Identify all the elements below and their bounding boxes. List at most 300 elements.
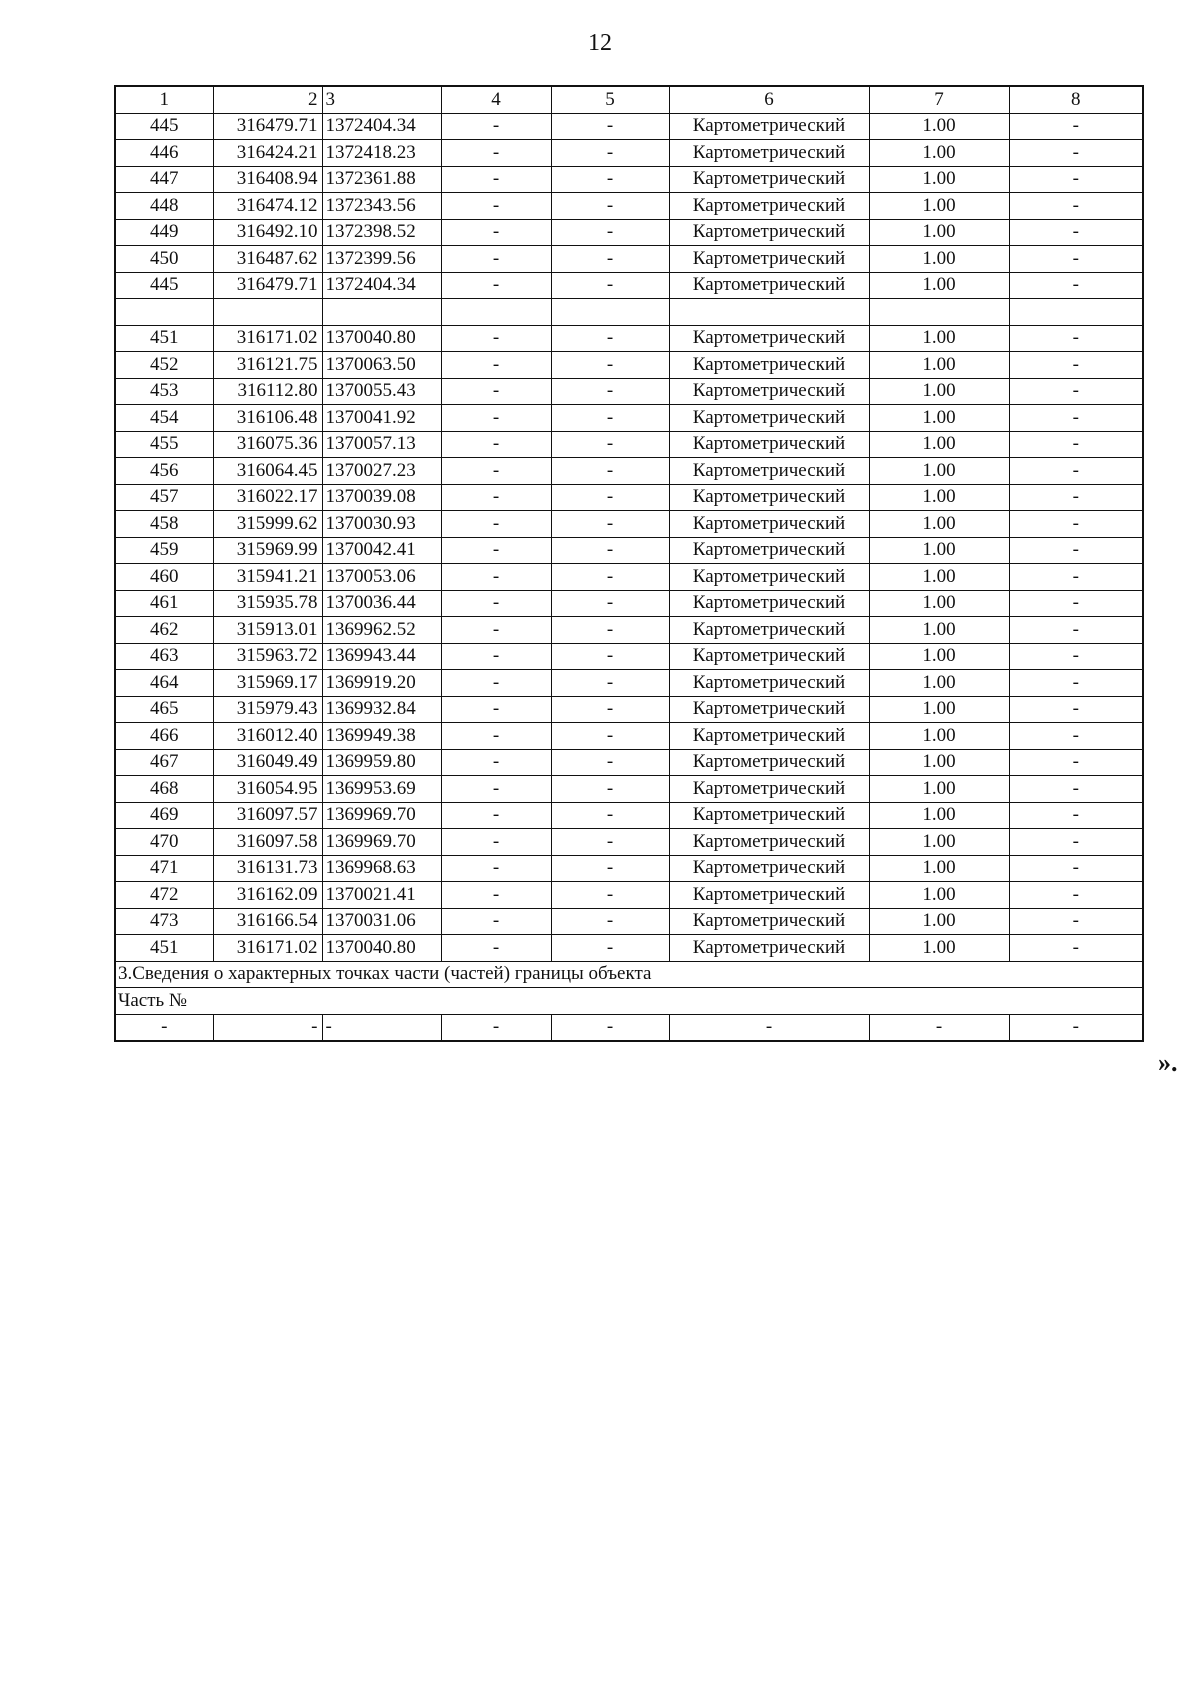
table-row bbox=[115, 484, 1143, 511]
table-cell-col-5: - bbox=[551, 882, 669, 909]
table-cell-col-1: 451 bbox=[115, 935, 213, 962]
table-cell-col-8: - bbox=[1009, 458, 1143, 485]
table-cell-col-6: Картометрический bbox=[669, 458, 869, 485]
table-cell-col-4: - bbox=[441, 431, 551, 458]
table-cell-col-3: 1372343.56 bbox=[322, 193, 441, 220]
table-cell-col-4: - bbox=[441, 246, 551, 273]
table-cell-col-7: 1.00 bbox=[869, 908, 1009, 935]
table-cell-col-4: - bbox=[441, 776, 551, 803]
table-cell-col-6: Картометрический bbox=[669, 140, 869, 167]
table-cell-col-8: - bbox=[1009, 829, 1143, 856]
table-cell-col-7: 1.00 bbox=[869, 882, 1009, 909]
table-cell-col-4: - bbox=[441, 882, 551, 909]
table-cell-col-8: - bbox=[1009, 723, 1143, 750]
table-cell-col-4: - bbox=[441, 166, 551, 193]
table-cell-col-6: Картометрический bbox=[669, 484, 869, 511]
table-cell-col-2: 316012.40 bbox=[213, 723, 322, 750]
table-cell-col-6: Картометрический bbox=[669, 537, 869, 564]
table-cell-col-6: Картометрический bbox=[669, 113, 869, 140]
table-cell-col-5: - bbox=[551, 617, 669, 644]
table-cell-col-8: - bbox=[1009, 325, 1143, 352]
table-cell-col-3: 1369919.20 bbox=[322, 670, 441, 697]
table-cell-col-5: - bbox=[551, 829, 669, 856]
table-cell-col-6: Картометрический bbox=[669, 431, 869, 458]
table-cell-col-4: - bbox=[441, 935, 551, 962]
table-cell-col-5: - bbox=[551, 935, 669, 962]
table-cell-col-1: 473 bbox=[115, 908, 213, 935]
table-cell-col-3: 1370027.23 bbox=[322, 458, 441, 485]
table-cell-col-2: 316097.57 bbox=[213, 802, 322, 829]
table-cell-col-1: 460 bbox=[115, 564, 213, 591]
table-cell-col-6: Картометрический bbox=[669, 723, 869, 750]
table-cell-col-5: - bbox=[551, 166, 669, 193]
table-cell-col-8: - bbox=[1009, 140, 1143, 167]
table-cell-col-8: - bbox=[1009, 749, 1143, 776]
table-cell-col-7: 1.00 bbox=[869, 537, 1009, 564]
table-cell-col-6: Картометрический bbox=[669, 590, 869, 617]
table-cell-col-1: 471 bbox=[115, 855, 213, 882]
table-cell-col-4: - bbox=[441, 908, 551, 935]
table-row bbox=[115, 935, 1143, 962]
table-cell-col-2: 316075.36 bbox=[213, 431, 322, 458]
table-cell-col-2: 315941.21 bbox=[213, 564, 322, 591]
table-cell-col-8: - bbox=[1009, 193, 1143, 220]
table-cell-col-4: - bbox=[441, 325, 551, 352]
table-cell-col-1: - bbox=[115, 1014, 213, 1041]
table-cell-col-5: - bbox=[551, 749, 669, 776]
table-cell-col-3: 1369949.38 bbox=[322, 723, 441, 750]
table-cell-col-8: - bbox=[1009, 617, 1143, 644]
table-cell-col-3: 1370031.06 bbox=[322, 908, 441, 935]
table-cell-col-6: Картометрический bbox=[669, 352, 869, 379]
table-row bbox=[115, 458, 1143, 485]
table-row bbox=[115, 140, 1143, 167]
table-row bbox=[115, 166, 1143, 193]
table-cell-col-2: 2 bbox=[213, 86, 322, 113]
table-cell-col-5: - bbox=[551, 908, 669, 935]
table-cell-col-3: 1372404.34 bbox=[322, 272, 441, 299]
table-cell-col-2: 315963.72 bbox=[213, 643, 322, 670]
table-cell-col-2: 316121.75 bbox=[213, 352, 322, 379]
table-cell-col-1: 445 bbox=[115, 272, 213, 299]
table-cell-col-2: 315979.43 bbox=[213, 696, 322, 723]
table-cell-col-6: Картометрический bbox=[669, 511, 869, 538]
table-cell-col-3: 1369969.70 bbox=[322, 829, 441, 856]
table-cell-col-1: 464 bbox=[115, 670, 213, 697]
table-cell-col-5: - bbox=[551, 140, 669, 167]
table-cell-col-2: 316171.02 bbox=[213, 935, 322, 962]
table-cell-col-1: 467 bbox=[115, 749, 213, 776]
table-cell-col-8: - bbox=[1009, 272, 1143, 299]
table-cell-col-8: - bbox=[1009, 246, 1143, 273]
table-cell-col-3: 1370030.93 bbox=[322, 511, 441, 538]
table-cell-col-2: 316171.02 bbox=[213, 325, 322, 352]
table-cell-col-7: 1.00 bbox=[869, 246, 1009, 273]
coordinates-table bbox=[114, 85, 1144, 1042]
table-cell-col-7: 1.00 bbox=[869, 855, 1009, 882]
table-cell-col-6: Картометрический bbox=[669, 166, 869, 193]
table-cell-col-2: 316064.45 bbox=[213, 458, 322, 485]
table-cell-col-8: - bbox=[1009, 935, 1143, 962]
table-cell-col-6: 6 bbox=[669, 86, 869, 113]
table-cell-col-3: 1369962.52 bbox=[322, 617, 441, 644]
table-cell-col-5: - bbox=[551, 696, 669, 723]
table-cell-col-2: 315999.62 bbox=[213, 511, 322, 538]
table-cell-col-7: 1.00 bbox=[869, 590, 1009, 617]
table-cell-col-6: Картометрический bbox=[669, 749, 869, 776]
table-cell-col-5: 5 bbox=[551, 86, 669, 113]
table-row bbox=[115, 272, 1143, 299]
table-cell-col-7: 1.00 bbox=[869, 113, 1009, 140]
table-cell-col-4: - bbox=[441, 140, 551, 167]
table-cell-col-4: - bbox=[441, 458, 551, 485]
table-row bbox=[115, 378, 1143, 405]
table-cell-col-8: - bbox=[1009, 590, 1143, 617]
table-row bbox=[115, 352, 1143, 379]
table-cell-col-5: - bbox=[551, 723, 669, 750]
table-cell-col-6: Картометрический bbox=[669, 246, 869, 273]
table-cell-col-8: - bbox=[1009, 113, 1143, 140]
table-row bbox=[115, 431, 1143, 458]
table-row bbox=[115, 325, 1143, 352]
table-cell-col-3: 1369959.80 bbox=[322, 749, 441, 776]
table-cell-col-7: 1.00 bbox=[869, 484, 1009, 511]
table-cell-col-4: - bbox=[441, 537, 551, 564]
table-cell-col-1: 446 bbox=[115, 140, 213, 167]
table-row bbox=[115, 643, 1143, 670]
table-cell-col-2: 316492.10 bbox=[213, 219, 322, 246]
table-cell-col-4: 4 bbox=[441, 86, 551, 113]
table-cell-col-1: 454 bbox=[115, 405, 213, 432]
table-cell-col-7: 1.00 bbox=[869, 564, 1009, 591]
table-cell-col-7: 1.00 bbox=[869, 219, 1009, 246]
table-cell-col-1: 469 bbox=[115, 802, 213, 829]
table-cell-col-7: 1.00 bbox=[869, 511, 1009, 538]
table-cell-col-3: 1370042.41 bbox=[322, 537, 441, 564]
section-title-row bbox=[115, 961, 1143, 988]
table-cell-col-5: - bbox=[551, 193, 669, 220]
table-row bbox=[115, 882, 1143, 909]
table-cell-col-8: - bbox=[1009, 378, 1143, 405]
table-cell-col-1: 449 bbox=[115, 219, 213, 246]
table-cell-col-5: - bbox=[551, 802, 669, 829]
table-cell-col-4: - bbox=[441, 617, 551, 644]
table-cell-col-3: 1370039.08 bbox=[322, 484, 441, 511]
table-cell-col-8: - bbox=[1009, 537, 1143, 564]
table-cell-empty bbox=[869, 299, 1009, 326]
table-cell-col-7: 1.00 bbox=[869, 166, 1009, 193]
table-cell-col-2: 316487.62 bbox=[213, 246, 322, 273]
table-cell-col-4: - bbox=[441, 564, 551, 591]
table-cell-col-1: 461 bbox=[115, 590, 213, 617]
table-cell-col-7: 1.00 bbox=[869, 193, 1009, 220]
table-cell-col-6: Картометрический bbox=[669, 272, 869, 299]
part-label-row bbox=[115, 988, 1143, 1015]
table-cell-col-5: - bbox=[551, 219, 669, 246]
table-cell-col-7: 1.00 bbox=[869, 617, 1009, 644]
table-cell-col-5: - bbox=[551, 431, 669, 458]
table-cell-col-5: - bbox=[551, 405, 669, 432]
table-cell-col-2: 316054.95 bbox=[213, 776, 322, 803]
table-cell-col-8: - bbox=[1009, 352, 1143, 379]
table-cell-col-1: 1 bbox=[115, 86, 213, 113]
table-cell-col-3: 1370057.13 bbox=[322, 431, 441, 458]
table-cell-col-1: 472 bbox=[115, 882, 213, 909]
table-cell-col-4: - bbox=[441, 670, 551, 697]
table-cell-col-2: 316424.21 bbox=[213, 140, 322, 167]
table-cell-col-3: 1370055.43 bbox=[322, 378, 441, 405]
table-cell-col-3: 1369969.70 bbox=[322, 802, 441, 829]
table-cell-col-2: 315935.78 bbox=[213, 590, 322, 617]
table-cell-col-5: - bbox=[551, 511, 669, 538]
table-cell-col-2: 316131.73 bbox=[213, 855, 322, 882]
table-cell-col-6: Картометрический bbox=[669, 643, 869, 670]
table-cell-col-1: 452 bbox=[115, 352, 213, 379]
table-cell-col-5: - bbox=[551, 272, 669, 299]
table-cell-col-5: - bbox=[551, 537, 669, 564]
table-cell-col-1: 468 bbox=[115, 776, 213, 803]
table-separator-row bbox=[115, 299, 1143, 326]
table-cell-col-3: 1372399.56 bbox=[322, 246, 441, 273]
table-cell-col-8: - bbox=[1009, 802, 1143, 829]
table-cell-col-5: - bbox=[551, 458, 669, 485]
table-cell-col-1: 462 bbox=[115, 617, 213, 644]
table-cell-col-5: - bbox=[551, 855, 669, 882]
table-cell-col-7: 1.00 bbox=[869, 431, 1009, 458]
table-cell-col-7: 1.00 bbox=[869, 643, 1009, 670]
page-number: 12 bbox=[588, 30, 612, 56]
table-cell-col-1: 459 bbox=[115, 537, 213, 564]
table-cell-col-4: - bbox=[441, 696, 551, 723]
table-cell-col-5: - bbox=[551, 590, 669, 617]
table-cell-col-4: - bbox=[441, 802, 551, 829]
table-cell-col-7: 7 bbox=[869, 86, 1009, 113]
table-cell-col-7: 1.00 bbox=[869, 378, 1009, 405]
table-cell-col-2: 316479.71 bbox=[213, 113, 322, 140]
table-cell-col-1: 447 bbox=[115, 166, 213, 193]
table-row bbox=[115, 590, 1143, 617]
table-cell-col-6: Картометрический bbox=[669, 829, 869, 856]
coordinates-table-wrapper bbox=[114, 85, 1144, 1042]
table-cell-col-2: 316049.49 bbox=[213, 749, 322, 776]
table-cell-col-3: 1372398.52 bbox=[322, 219, 441, 246]
table-cell-col-3: 1369943.44 bbox=[322, 643, 441, 670]
table-cell-col-2: 315969.17 bbox=[213, 670, 322, 697]
table-cell-col-4: - bbox=[441, 855, 551, 882]
table-cell-col-2: - bbox=[213, 1014, 322, 1041]
table-row bbox=[115, 855, 1143, 882]
table-cell-col-6: Картометрический bbox=[669, 219, 869, 246]
table-row bbox=[115, 829, 1143, 856]
table-cell-col-1: 451 bbox=[115, 325, 213, 352]
table-cell-col-7: 1.00 bbox=[869, 776, 1009, 803]
table-cell-col-4: - bbox=[441, 352, 551, 379]
table-cell-col-1: 455 bbox=[115, 431, 213, 458]
table-cell-col-3: 1370021.41 bbox=[322, 882, 441, 909]
table-cell-col-4: - bbox=[441, 405, 551, 432]
table-cell-col-6: Картометрический bbox=[669, 855, 869, 882]
table-cell-col-8: - bbox=[1009, 1014, 1143, 1041]
table-cell-col-2: 316408.94 bbox=[213, 166, 322, 193]
table-cell-col-4: - bbox=[441, 484, 551, 511]
table-cell-col-1: 445 bbox=[115, 113, 213, 140]
table-cell-col-8: - bbox=[1009, 776, 1143, 803]
table-cell-col-3: 1370040.80 bbox=[322, 935, 441, 962]
table-cell-col-2: 315913.01 bbox=[213, 617, 322, 644]
table-cell-col-1: 465 bbox=[115, 696, 213, 723]
table-cell-col-4: - bbox=[441, 219, 551, 246]
table-cell-col-5: - bbox=[551, 325, 669, 352]
table-cell-col-5: - bbox=[551, 246, 669, 273]
table-cell-col-6: Картометрический bbox=[669, 935, 869, 962]
table-cell-col-3: 3 bbox=[322, 86, 441, 113]
table-cell-col-1: 466 bbox=[115, 723, 213, 750]
table-cell-col-8: - bbox=[1009, 855, 1143, 882]
table-cell-col-6: - bbox=[669, 1014, 869, 1041]
table-row bbox=[115, 193, 1143, 220]
table-cell-col-6: Картометрический bbox=[669, 802, 869, 829]
table-cell-col-6: Картометрический bbox=[669, 564, 869, 591]
table-cell-col-7: 1.00 bbox=[869, 696, 1009, 723]
table-row bbox=[115, 908, 1143, 935]
table-cell-col-8: - bbox=[1009, 431, 1143, 458]
table-cell-col-6: Картометрический bbox=[669, 670, 869, 697]
table-row bbox=[115, 696, 1143, 723]
table-cell-col-6: Картометрический bbox=[669, 776, 869, 803]
table-cell-empty bbox=[669, 299, 869, 326]
table-cell-col-8: - bbox=[1009, 405, 1143, 432]
table-cell-col-3: 1370063.50 bbox=[322, 352, 441, 379]
table-cell-col-8: - bbox=[1009, 882, 1143, 909]
table-cell-col-4: - bbox=[441, 749, 551, 776]
table-cell-col-7: 1.00 bbox=[869, 325, 1009, 352]
table-cell-col-8: - bbox=[1009, 670, 1143, 697]
table-cell-col-2: 316479.71 bbox=[213, 272, 322, 299]
table-cell-empty bbox=[115, 299, 213, 326]
table-cell-col-4: - bbox=[441, 378, 551, 405]
table-cell-col-2: 315969.99 bbox=[213, 537, 322, 564]
table-cell-col-7: 1.00 bbox=[869, 458, 1009, 485]
table-cell-empty bbox=[213, 299, 322, 326]
table-cell-empty bbox=[1009, 299, 1143, 326]
table-cell-col-8: - bbox=[1009, 166, 1143, 193]
table-cell-col-6: Картометрический bbox=[669, 617, 869, 644]
table-cell-col-8: - bbox=[1009, 511, 1143, 538]
table-cell-col-4: - bbox=[441, 643, 551, 670]
table-cell-col-3: 1370041.92 bbox=[322, 405, 441, 432]
table-cell-col-3: - bbox=[322, 1014, 441, 1041]
table-row bbox=[115, 749, 1143, 776]
part-label-row-text: Часть № bbox=[115, 988, 1143, 1015]
table-cell-col-7: 1.00 bbox=[869, 670, 1009, 697]
table-cell-col-7: - bbox=[869, 1014, 1009, 1041]
table-cell-col-2: 316106.48 bbox=[213, 405, 322, 432]
table-cell-col-5: - bbox=[551, 564, 669, 591]
table-cell-col-8: - bbox=[1009, 484, 1143, 511]
table-row bbox=[115, 802, 1143, 829]
table-row bbox=[115, 564, 1143, 591]
table-cell-col-5: - bbox=[551, 1014, 669, 1041]
table-cell-col-1: 448 bbox=[115, 193, 213, 220]
closing-quote: ». bbox=[1158, 1048, 1178, 1077]
table-cell-col-5: - bbox=[551, 776, 669, 803]
table-cell-col-8: - bbox=[1009, 564, 1143, 591]
table-cell-col-7: 1.00 bbox=[869, 829, 1009, 856]
table-cell-col-1: 470 bbox=[115, 829, 213, 856]
table-cell-empty bbox=[551, 299, 669, 326]
table-cell-col-7: 1.00 bbox=[869, 352, 1009, 379]
table-cell-col-4: - bbox=[441, 1014, 551, 1041]
table-row bbox=[115, 113, 1143, 140]
table-cell-col-7: 1.00 bbox=[869, 802, 1009, 829]
table-cell-col-4: - bbox=[441, 723, 551, 750]
table-cell-col-7: 1.00 bbox=[869, 749, 1009, 776]
table-cell-col-4: - bbox=[441, 113, 551, 140]
table-cell-col-3: 1370053.06 bbox=[322, 564, 441, 591]
table-cell-col-6: Картометрический bbox=[669, 378, 869, 405]
table-cell-col-3: 1372404.34 bbox=[322, 113, 441, 140]
table-cell-col-7: 1.00 bbox=[869, 935, 1009, 962]
table-cell-col-5: - bbox=[551, 352, 669, 379]
table-cell-col-1: 450 bbox=[115, 246, 213, 273]
table-cell-col-3: 1369968.63 bbox=[322, 855, 441, 882]
section-title-row-text: 3.Сведения о характерных точках части (частей) границы объекта bbox=[115, 961, 1143, 988]
table-header-row bbox=[115, 86, 1143, 113]
table-row bbox=[115, 670, 1143, 697]
table-row bbox=[115, 405, 1143, 432]
table-cell-col-6: Картометрический bbox=[669, 696, 869, 723]
table-cell-col-3: 1372361.88 bbox=[322, 166, 441, 193]
table-cell-col-5: - bbox=[551, 378, 669, 405]
table-cell-col-5: - bbox=[551, 113, 669, 140]
table-cell-col-2: 316474.12 bbox=[213, 193, 322, 220]
table-cell-col-5: - bbox=[551, 643, 669, 670]
table-cell-col-6: Картометрический bbox=[669, 405, 869, 432]
table-cell-empty bbox=[322, 299, 441, 326]
table-cell-col-6: Картометрический bbox=[669, 325, 869, 352]
table-cell-col-6: Картометрический bbox=[669, 193, 869, 220]
table-row bbox=[115, 511, 1143, 538]
table-cell-col-5: - bbox=[551, 484, 669, 511]
table-cell-col-4: - bbox=[441, 272, 551, 299]
table-cell-col-1: 457 bbox=[115, 484, 213, 511]
table-cell-col-4: - bbox=[441, 511, 551, 538]
table-cell-col-6: Картометрический bbox=[669, 882, 869, 909]
table-cell-col-8: - bbox=[1009, 908, 1143, 935]
table-cell-col-2: 316097.58 bbox=[213, 829, 322, 856]
table-row bbox=[115, 723, 1143, 750]
table-cell-col-4: - bbox=[441, 829, 551, 856]
table-cell-col-2: 316162.09 bbox=[213, 882, 322, 909]
table-row bbox=[115, 776, 1143, 803]
table-cell-col-7: 1.00 bbox=[869, 272, 1009, 299]
table-cell-col-4: - bbox=[441, 590, 551, 617]
table-cell-col-7: 1.00 bbox=[869, 723, 1009, 750]
table-final-row bbox=[115, 1014, 1143, 1041]
table-cell-col-7: 1.00 bbox=[869, 140, 1009, 167]
table-row bbox=[115, 617, 1143, 644]
table-cell-col-8: - bbox=[1009, 219, 1143, 246]
table-cell-col-8: 8 bbox=[1009, 86, 1143, 113]
table-cell-col-1: 453 bbox=[115, 378, 213, 405]
table-cell-col-3: 1370036.44 bbox=[322, 590, 441, 617]
table-cell-col-3: 1369953.69 bbox=[322, 776, 441, 803]
table-cell-col-1: 458 bbox=[115, 511, 213, 538]
table-cell-col-3: 1372418.23 bbox=[322, 140, 441, 167]
table-cell-col-6: Картометрический bbox=[669, 908, 869, 935]
table-cell-col-8: - bbox=[1009, 696, 1143, 723]
table-cell-col-3: 1369932.84 bbox=[322, 696, 441, 723]
